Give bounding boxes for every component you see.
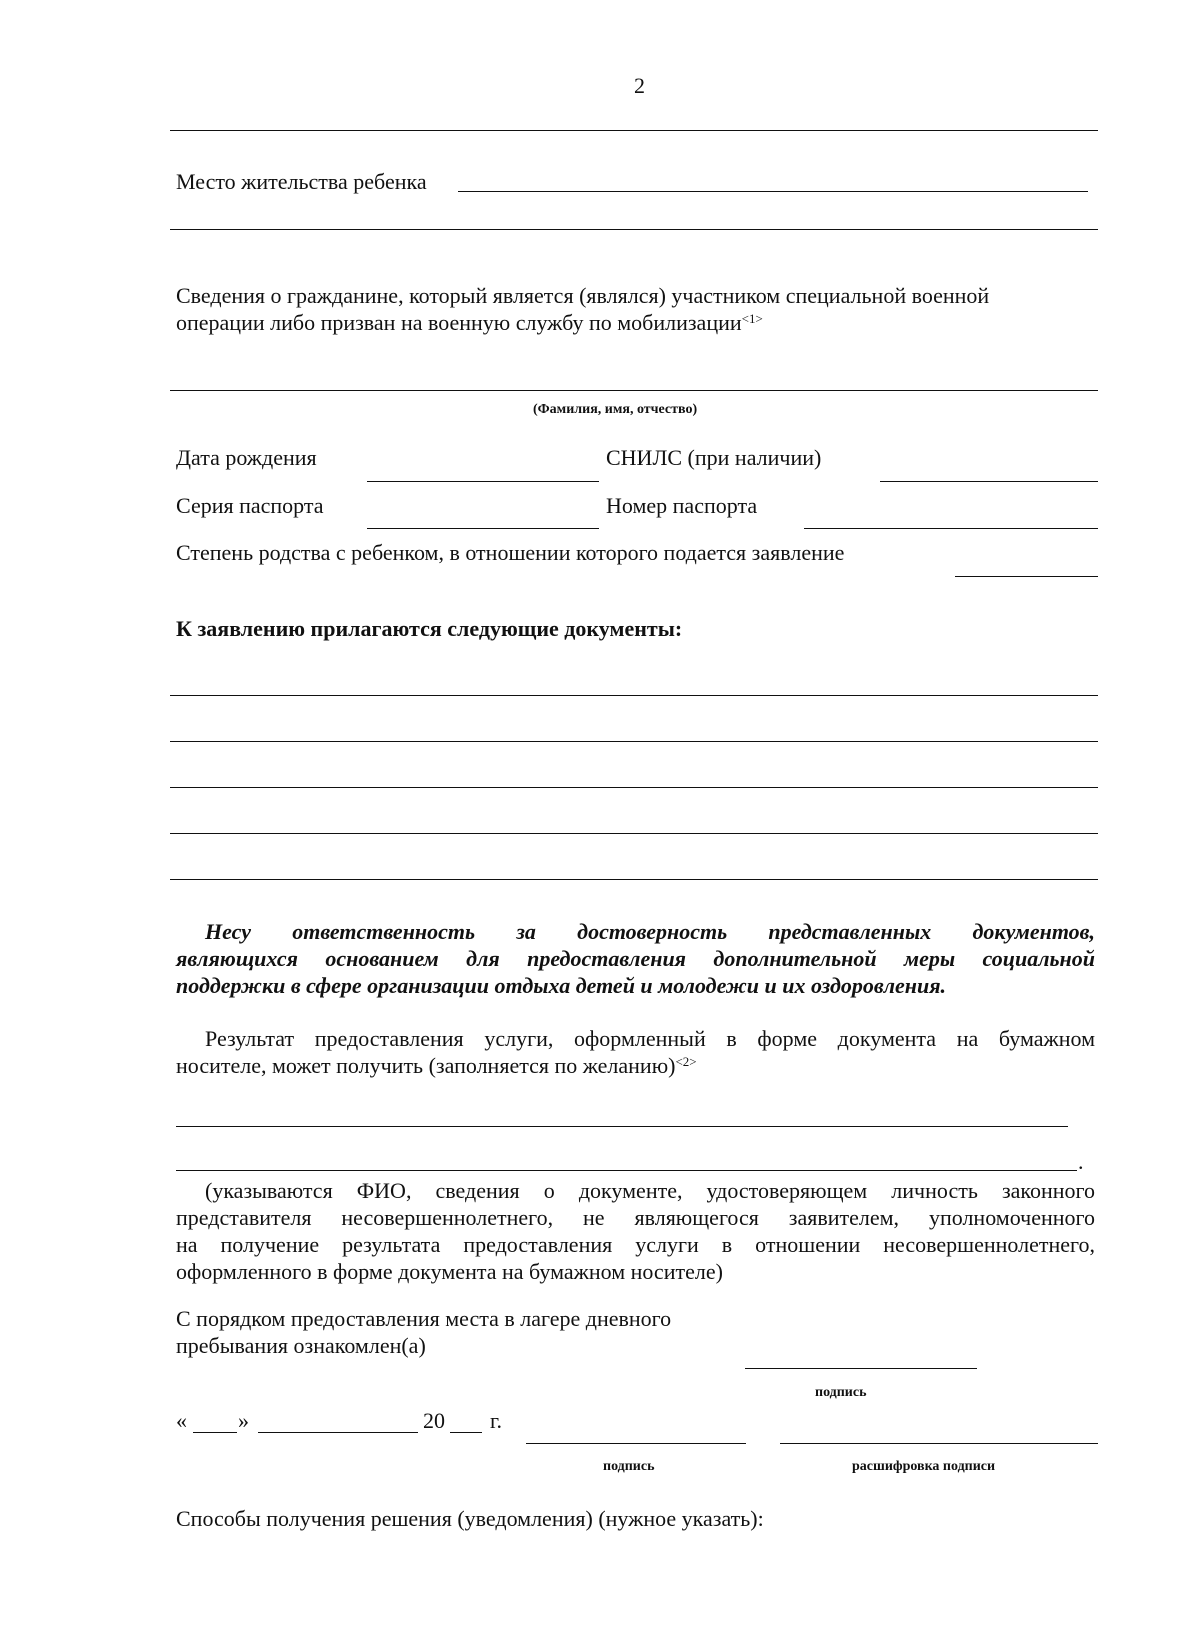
result-receiver-line1: Результат предоставления услуги, оформленный в форме документа на бумажном — [205, 1026, 1095, 1051]
responsibility-line1: Несу ответственность за достоверность представленных документов, — [205, 919, 1095, 944]
date-year-field[interactable] — [450, 1432, 482, 1433]
snils-field[interactable] — [880, 481, 1098, 482]
camp-rules-signature-caption: подпись — [815, 1385, 867, 1400]
date-year-suffix: г. — [490, 1408, 503, 1433]
participant-intro-text: операции либо призван на военную службу по мобилизации — [176, 310, 742, 335]
attachments-line-4[interactable] — [170, 833, 1098, 834]
date-year-prefix: 20 — [423, 1408, 445, 1433]
result-receiver-text: носителе, может получить (заполняется по желанию) — [176, 1053, 676, 1078]
page-number: 2 — [634, 73, 645, 98]
date-day-field[interactable] — [193, 1432, 237, 1433]
signature-decryption-field[interactable] — [780, 1443, 1098, 1444]
attachments-line-3[interactable] — [170, 787, 1098, 788]
child-residence-field-line2[interactable] — [170, 229, 1098, 230]
date-open-quote: « — [176, 1408, 187, 1433]
result-hint-line2: представителя несовершеннолетнего, не являющегося заявителем, уполномоченного — [176, 1205, 1095, 1230]
birth-date-field[interactable] — [367, 481, 599, 482]
result-hint-line3: на получение результата предоставления услуги в отношении несовершеннолетнего, — [176, 1232, 1095, 1257]
child-residence-label: Место жительства ребенка — [176, 169, 427, 194]
responsibility-line3: поддержки в сфере организации отдыха детей и молодежи и их оздоровления. — [176, 973, 947, 998]
date-close-quote: » — [238, 1408, 249, 1433]
responsibility-line2: являющихся основанием для предоставления дополнительной меры социальной — [176, 946, 1095, 971]
result-hint-line1: (указываются ФИО, сведения о документе, удостоверяющем личность законного — [205, 1178, 1095, 1203]
result-receiver-line2 — [176, 1052, 697, 1079]
kinship-field[interactable] — [955, 576, 1098, 577]
result-receiver-field-1[interactable] — [176, 1126, 1068, 1127]
attachments-line-1[interactable] — [170, 695, 1098, 696]
passport-number-field[interactable] — [804, 528, 1098, 529]
result-receiver-field-2[interactable] — [176, 1170, 1077, 1171]
snils-label: СНИЛС (при наличии) — [606, 445, 822, 470]
passport-series-label: Серия паспорта — [176, 493, 324, 518]
footnote-1-mark: <1> — [741, 311, 763, 326]
applicant-signature-caption: подпись — [603, 1459, 655, 1474]
participant-intro-line2 — [176, 309, 763, 337]
camp-rules-signature-field[interactable] — [745, 1368, 977, 1369]
date-month-field[interactable] — [258, 1432, 418, 1433]
attachments-line-2[interactable] — [170, 741, 1098, 742]
passport-number-label: Номер паспорта — [606, 493, 758, 518]
camp-rules-line2: пребывания ознакомлен(а) — [176, 1333, 426, 1358]
result-receiver-trailing-dot: . — [1078, 1149, 1084, 1174]
applicant-signature-field[interactable] — [526, 1443, 746, 1444]
footnote-2-mark: <2> — [675, 1054, 697, 1069]
attachments-heading: К заявлению прилагаются следующие документы: — [176, 616, 683, 641]
kinship-label: Степень родства с ребенком, в отношении которого подается заявление — [176, 540, 845, 565]
birth-date-label: Дата рождения — [176, 445, 317, 470]
header-rule — [170, 130, 1098, 131]
result-hint-line4: оформленного в форме документа на бумажном носителе) — [176, 1259, 723, 1284]
attachments-line-5[interactable] — [170, 879, 1098, 880]
passport-series-field[interactable] — [367, 528, 599, 529]
child-residence-field[interactable] — [458, 191, 1088, 192]
signature-decryption-caption: расшифровка подписи — [852, 1459, 996, 1474]
fio-caption: (Фамилия, имя, отчество) — [533, 402, 698, 417]
participant-fio-field[interactable] — [170, 390, 1098, 391]
decision-methods-label: Способы получения решения (уведомления) (нужное указать): — [176, 1506, 764, 1531]
camp-rules-line1: С порядком предоставления места в лагере дневного — [176, 1306, 672, 1331]
participant-intro-line1: Сведения о гражданине, который является (являлся) участником специальной военной — [176, 283, 990, 308]
